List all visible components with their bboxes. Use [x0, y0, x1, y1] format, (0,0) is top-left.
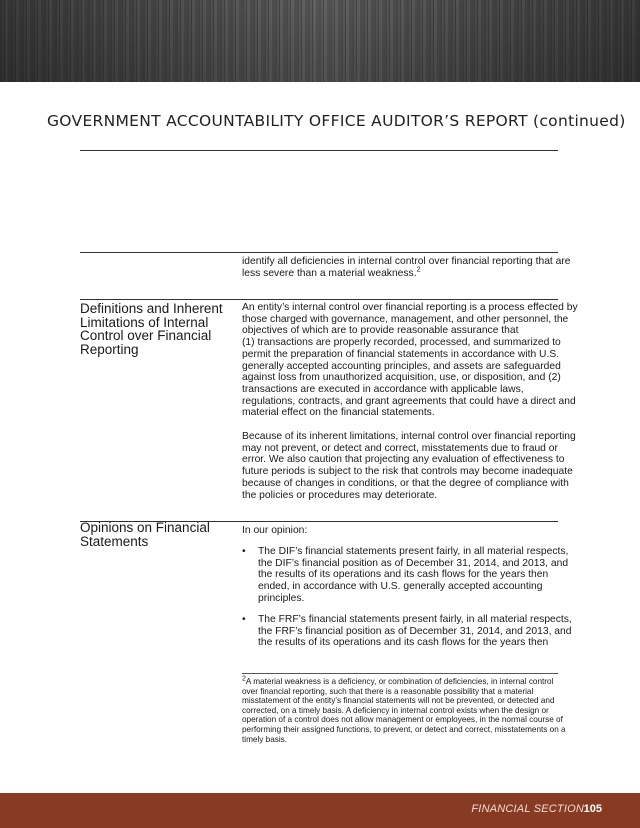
text-line: The FRF’s financial statements present fairly, in all material respects, — [258, 614, 572, 625]
footnote-divider — [242, 673, 558, 674]
text-line: the results of its operations and its cash flows for the years then — [258, 569, 549, 581]
footnote-number: 2 — [242, 675, 246, 683]
divider — [80, 252, 558, 253]
opinions-intro: In our opinion: — [242, 525, 308, 536]
text-line: generally accepted accounting principles, and assets are safeguarded — [242, 360, 561, 372]
text-line: transactions are executed in accordance with applicable laws, — [242, 383, 524, 395]
divider — [80, 299, 558, 300]
text-line: the policies or procedures may deteriorate. — [242, 489, 438, 501]
page-footer — [0, 793, 640, 828]
text-line: permit the preparation of financial statements in accordance with U.S. — [242, 348, 560, 360]
text-line: operation of a control does not allow management or employees, in the normal course of — [242, 715, 563, 725]
header-banner-image — [0, 0, 640, 82]
text-line: against loss from unauthorized acquisition, use, or disposition, and (2) — [242, 372, 561, 384]
text-line: over financial reporting, such that there is a reasonable possibility that a material — [242, 686, 534, 696]
text-line: principles. — [258, 592, 305, 604]
heading-line: Reporting — [80, 341, 139, 357]
page-number: 105 — [583, 803, 602, 815]
text-line: misstatement of the entity’s financial statements will not be prevented, or detected and — [242, 696, 555, 706]
text-line: regulations, contracts, and grant agreements that could have a direct and — [242, 395, 576, 407]
text-line: A material weakness is a deficiency, or combination of deficiencies, in internal control — [245, 677, 554, 686]
text-line: material effect on the financial statements. — [242, 407, 435, 419]
bullet-icon: • — [242, 614, 246, 625]
heading-line: Statements — [80, 533, 149, 549]
text-line: because of changes in conditions, or that the degree of compliance with — [242, 477, 569, 489]
text-line: the results of its operations and its cash flows for the years then — [258, 637, 549, 649]
text-line: error. We also caution that projecting any evaluation of effectiveness to — [242, 454, 565, 466]
text-line: performing their assigned functions, to prevent, or detect and correct, misstatements on a — [242, 724, 566, 734]
text-line: identify all deficiencies in internal control over financial reporting that are — [242, 256, 571, 267]
footnote-ref: 2 — [416, 266, 421, 274]
bullet-icon: • — [242, 546, 246, 557]
footer-section-label: FINANCIAL SECTION — [471, 803, 584, 815]
text-line: the DIF’s financial position as of December 31, 2014, and 2013, and — [258, 557, 569, 569]
text-line: (1) transactions are properly recorded, processed, and summarized to — [242, 337, 561, 349]
heading-line: Limitations of Internal — [80, 314, 209, 330]
footnote — [242, 677, 566, 744]
text-line: corrected, on a timely basis. A deficiency in internal control exists when the design or — [242, 705, 549, 715]
definitions-heading — [80, 302, 223, 356]
page-title: GOVERNMENT ACCOUNTABILITY OFFICE AUDITOR’S REPORT (continued) — [47, 112, 626, 130]
heading-line: Definitions and Inherent — [80, 301, 223, 316]
text-line: the FRF’s financial position as of December 31, 2014, and 2013, and — [258, 625, 572, 637]
definitions-para-1 — [242, 302, 578, 419]
text-line: those charged with governance, management, and other personnel, the — [242, 313, 569, 325]
intro-text — [242, 256, 571, 279]
text-line: The DIF’s financial statements present fairly, in all material respects, — [258, 546, 569, 557]
heading-line: Control over Financial — [80, 328, 212, 344]
opinions-heading — [80, 521, 210, 548]
heading-line: Opinions on Financial — [80, 520, 210, 535]
text-line: An entity’s internal control over financial reporting is a process effected by — [242, 302, 578, 313]
divider — [80, 150, 558, 151]
text-line: Because of its inherent limitations, internal control over financial reporting — [242, 431, 576, 442]
text-line: may not prevent, or detect and correct, misstatements due to fraud or — [242, 442, 558, 454]
text-line: objectives of which are to provide reasonable assurance that — [242, 325, 519, 337]
text-line: future periods is subject to the risk that controls may become inadequate — [242, 466, 573, 478]
text-line: less severe than a material weakness. — [242, 267, 417, 279]
definitions-para-2 — [242, 431, 576, 501]
text-line: timely basis. — [242, 734, 288, 744]
text-line: ended, in accordance with U.S. generally accepted accounting — [258, 581, 543, 593]
